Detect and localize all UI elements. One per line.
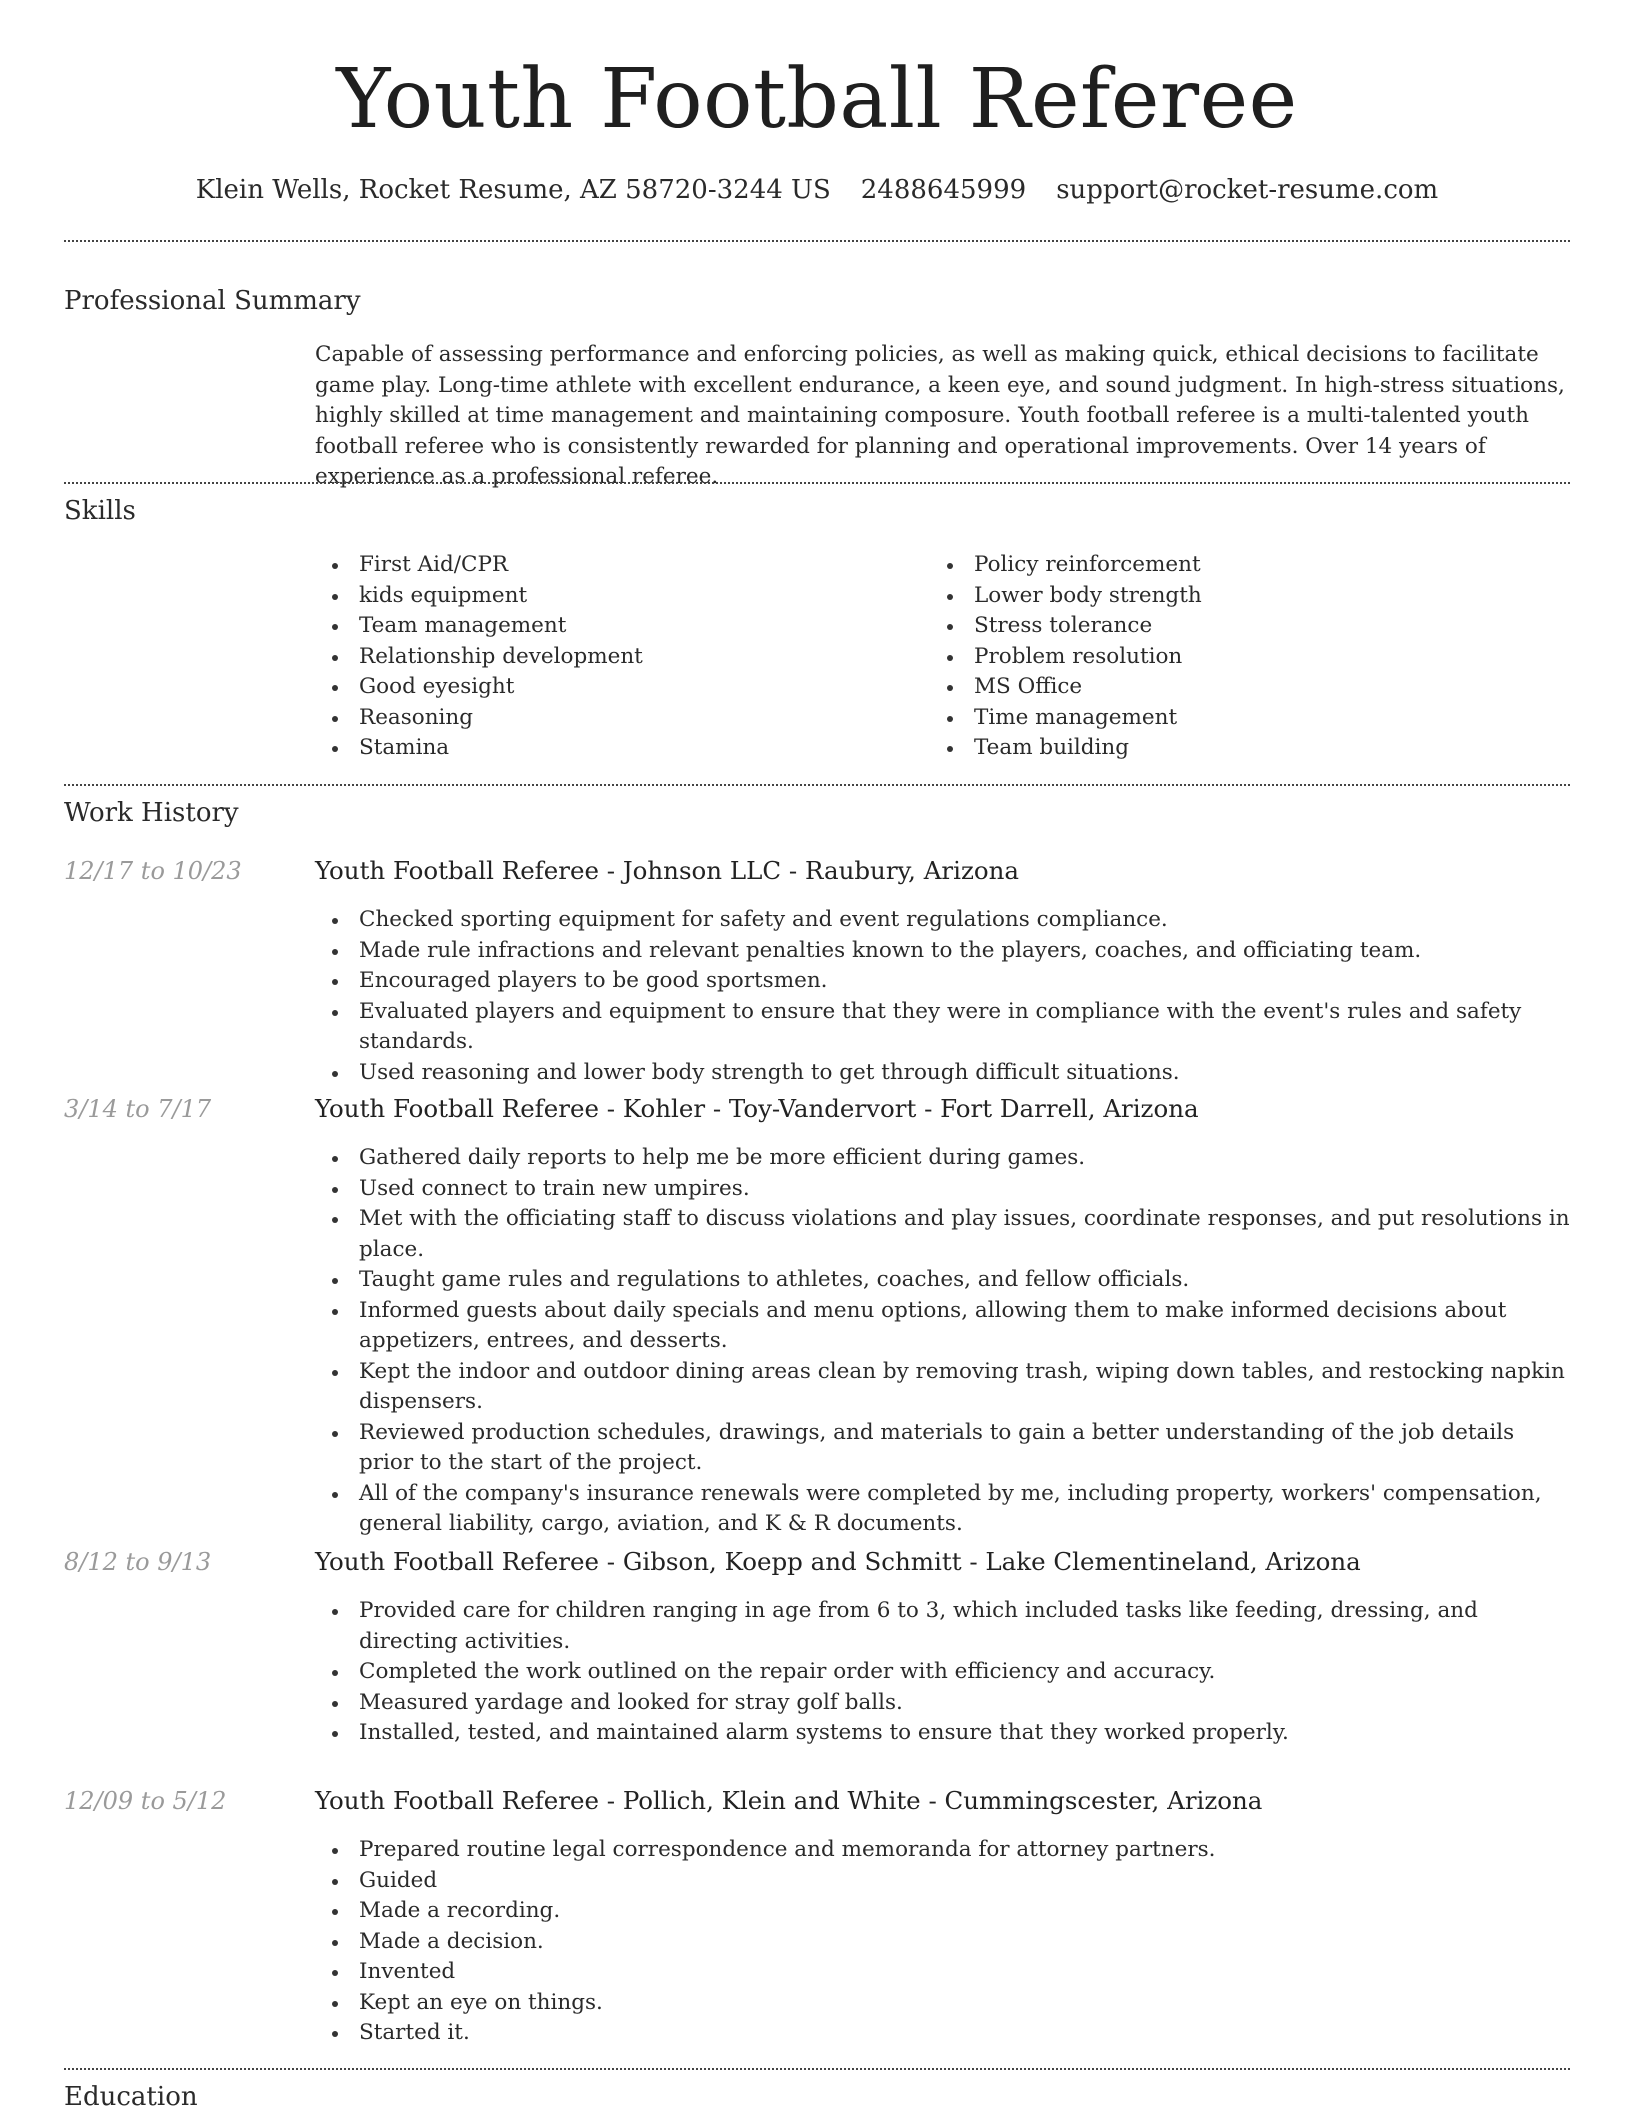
job-bullets	[315, 1835, 1570, 2049]
skill-item: Team building	[930, 733, 1490, 764]
contact-phone: 2488645999	[860, 175, 1027, 205]
skill-item: kids equipment	[315, 581, 875, 612]
job-bullet: Checked sporting equipment for safety and event regulations compliance.	[315, 905, 1570, 936]
job-dates: 3/14 to 7/17	[64, 1095, 212, 1123]
skill-item: Stress tolerance	[930, 611, 1490, 642]
skills-list-right	[930, 550, 1490, 764]
skill-item: Reasoning	[315, 703, 875, 734]
job-bullet: Used reasoning and lower body strength to get through difficult situations.	[315, 1058, 1570, 1089]
job-bullet: Started it.	[315, 2018, 1570, 2049]
contact-address: Klein Wells, Rocket Resume, AZ 58720-3244 US	[195, 175, 831, 205]
job-bullet: Provided care for children ranging in age from 6 to 3, which included tasks like feeding, dressing, and directing activities.	[315, 1596, 1570, 1657]
skill-item: First Aid/CPR	[315, 550, 875, 581]
job-bullet: Guided	[315, 1866, 1570, 1897]
job-bullet: Installed, tested, and maintained alarm systems to ensure that they worked properly.	[315, 1718, 1570, 1749]
job-bullet: Made rule infractions and relevant penalties known to the players, coaches, and officiating team.	[315, 936, 1570, 967]
education-heading: Education	[64, 2082, 198, 2112]
skill-item: Good eyesight	[315, 672, 875, 703]
job-title: Youth Football Referee - Johnson LLC - Raubury, Arizona	[315, 856, 1019, 885]
job-bullets	[315, 1143, 1570, 1540]
summary-text: Capable of assessing performance and enforcing policies, as well as making quick, ethical decisions to facilitate game play. Long-time athlete with excellent endurance, a keen eye, and sound judgment. In high-stress situations, highly skilled at time management and maintaining composure. Youth football referee is a multi-talented youth football referee who is consistently rewarded for planning and operational improvements. Over 14 years of experience as a professional referee.	[315, 342, 1565, 489]
skill-item: Stamina	[315, 733, 875, 764]
job-bullets	[315, 1596, 1570, 1749]
skill-item: Lower body strength	[930, 581, 1490, 612]
job-bullet: Made a decision.	[315, 1927, 1570, 1958]
section-divider	[64, 2068, 1570, 2070]
job-title: Youth Football Referee - Pollich, Klein and White - Cummingscester, Arizona	[315, 1786, 1263, 1815]
skill-item: Problem resolution	[930, 642, 1490, 673]
skill-item: MS Office	[930, 672, 1490, 703]
job-bullet: Completed the work outlined on the repair order with efficiency and accuracy.	[315, 1657, 1570, 1688]
job-dates: 8/12 to 9/13	[64, 1548, 212, 1576]
job-bullet: Encouraged players to be good sportsmen.	[315, 966, 1570, 997]
job-bullet: Kept the indoor and outdoor dining areas clean by removing trash, wiping down tables, and restocking napkin dispensers.	[315, 1357, 1570, 1418]
job-dates: 12/17 to 10/23	[64, 857, 242, 885]
skill-item: Relationship development	[315, 642, 875, 673]
section-divider	[64, 240, 1570, 242]
skills-list-left	[315, 550, 875, 764]
job-title: Youth Football Referee - Kohler - Toy-Vandervort - Fort Darrell, Arizona	[315, 1094, 1199, 1123]
job-bullet: Reviewed production schedules, drawings, and materials to gain a better understanding of the job details prior to the start of the project.	[315, 1418, 1570, 1479]
job-bullet: Prepared routine legal correspondence and memoranda for attorney partners.	[315, 1835, 1570, 1866]
job-bullets	[315, 905, 1570, 1088]
skills-heading: Skills	[64, 496, 136, 526]
job-dates: 12/09 to 5/12	[64, 1787, 227, 1815]
summary-heading: Professional Summary	[64, 286, 361, 316]
work-history-heading: Work History	[64, 798, 239, 828]
job-bullet: Taught game rules and regulations to athletes, coaches, and fellow officials.	[315, 1265, 1570, 1296]
job-bullet: Evaluated players and equipment to ensure that they were in compliance with the event's rules and safety standards.	[315, 997, 1570, 1058]
job-bullet: Kept an eye on things.	[315, 1988, 1570, 2019]
skill-item: Time management	[930, 703, 1490, 734]
section-divider	[64, 784, 1570, 786]
contact-line	[64, 172, 1570, 208]
skill-item: Team management	[315, 611, 875, 642]
job-bullet: Gathered daily reports to help me be more efficient during games.	[315, 1143, 1570, 1174]
section-divider	[64, 482, 1570, 484]
skill-item: Policy reinforcement	[930, 550, 1490, 581]
contact-email: support@rocket-resume.com	[1056, 175, 1439, 205]
job-bullet: Informed guests about daily specials and menu options, allowing them to make informed decisions about appetizers, entrees, and desserts.	[315, 1296, 1570, 1357]
job-bullet: All of the company's insurance renewals were completed by me, including property, workers' compensation, general liability, cargo, aviation, and K & R documents.	[315, 1479, 1570, 1540]
job-bullet: Measured yardage and looked for stray golf balls.	[315, 1688, 1570, 1719]
job-bullet: Met with the officiating staff to discuss violations and play issues, coordinate responses, and put resolutions in place.	[315, 1204, 1570, 1265]
job-bullet: Invented	[315, 1957, 1570, 1988]
job-bullet: Made a recording.	[315, 1896, 1570, 1927]
job-bullet: Used connect to train new umpires.	[315, 1174, 1570, 1205]
resume-title: Youth Football Referee	[336, 52, 1298, 147]
job-title: Youth Football Referee - Gibson, Koepp and Schmitt - Lake Clementineland, Arizona	[315, 1547, 1361, 1576]
